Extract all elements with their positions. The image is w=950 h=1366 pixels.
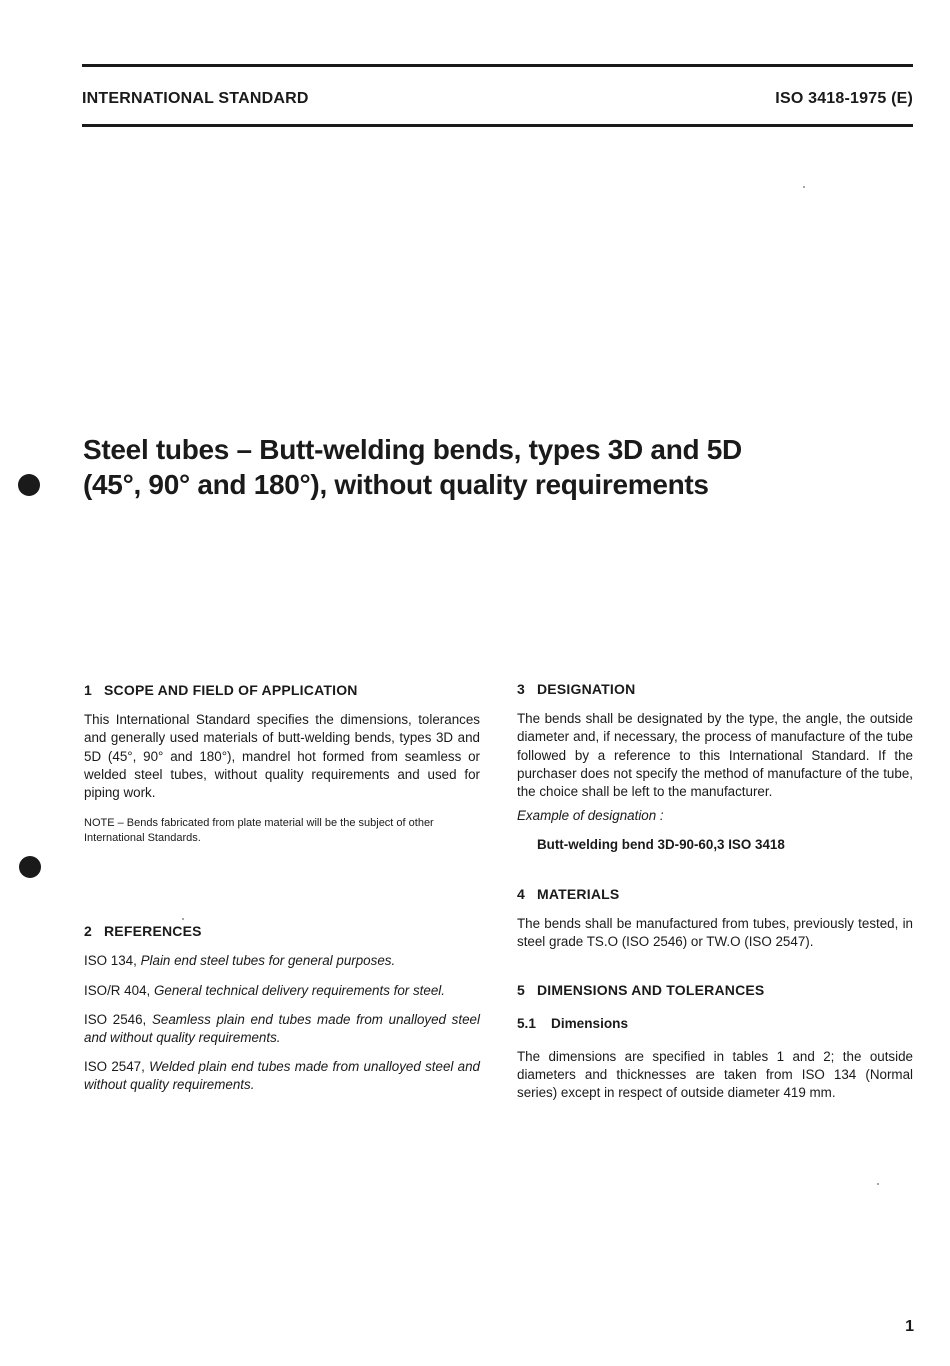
designation-example: Butt-welding bend 3D-90-60,3 ISO 3418 [537, 837, 785, 853]
reference-title: Plain end steel tubes for general purposes. [140, 953, 396, 969]
header-left: INTERNATIONAL STANDARD [82, 90, 309, 107]
designation-example-label [517, 807, 913, 825]
section-number: 2 [84, 923, 92, 940]
section-number: 4 [517, 885, 525, 902]
punch-hole-dot [19, 856, 41, 878]
section-4-body: The bends shall be manufactured from tubes, previously tested, in steel grade TS.O (ISO 2546) or TW.O (ISO 2547). [517, 915, 913, 950]
section-1-note: NOTE – Bends fabricated from plate material will be the subject of other International Standards. [84, 817, 434, 845]
reference-item [84, 1011, 480, 1047]
reference-title: General technical delivery requirements for steel. [153, 982, 445, 998]
section-2-heading [84, 922, 480, 940]
section-number: 3 [517, 681, 525, 697]
section-3-heading [517, 680, 913, 698]
left-column [84, 681, 480, 1095]
punch-hole-dot [18, 474, 40, 496]
reference-title: Seamless plain end tubes made from unalloyed steel and without quality requirements. [84, 1011, 480, 1046]
scan-speck [877, 1183, 879, 1185]
subsection-5-1-heading [517, 1015, 913, 1033]
example-label-text: Example of designation : [517, 808, 664, 824]
reference-item [84, 1058, 480, 1094]
top-rule [82, 64, 913, 67]
subsection-5-1-body: The dimensions are specified in tables 1 and 2; the outside diameters and thicknesses are taken from ISO 134 (Normal series) except in respect of outside diameter 419 mm. [517, 1048, 913, 1101]
subsection-title: Dimensions [551, 1016, 629, 1032]
reference-code: ISO 2546, [84, 1011, 147, 1027]
section-4-heading [517, 885, 913, 903]
section-title: MATERIALS [537, 885, 620, 902]
section-title: SCOPE AND FIELD OF APPLICATION [104, 682, 358, 698]
page-number: 1 [905, 1318, 914, 1335]
reference-code: ISO/R 404, [84, 982, 151, 998]
header-right: ISO 3418-1975 (E) [775, 90, 913, 107]
title-line-2: (45°, 90° and 180°), without quality requirements [83, 469, 709, 500]
section-number: 5 [517, 982, 525, 999]
section-1-heading [84, 681, 480, 699]
section-title: DESIGNATION [537, 681, 636, 697]
reference-item [84, 952, 480, 970]
section-title: DIMENSIONS AND TOLERANCES [537, 982, 765, 999]
reference-code: ISO 2547, [84, 1059, 145, 1075]
header-rule [82, 124, 913, 127]
subsection-number: 5.1 [517, 1016, 536, 1032]
title-line-1: Steel tubes – Butt-welding bends, types 3D and 5D [83, 434, 742, 465]
section-5-heading [517, 981, 913, 999]
section-number: 1 [84, 682, 92, 698]
right-column [517, 680, 913, 1102]
section-1-body: This International Standard specifies the dimensions, tolerances and generally used materials of butt-welding bends, types 3D and 5D (45°, 90° and 180°), mandrel hot formed from seamless or welded steel tubes, without quality requirements and used for piping work. [84, 712, 480, 801]
reference-title: Welded plain end tubes made from unalloyed steel and without quality requirements. [84, 1059, 480, 1093]
reference-code: ISO 134, [84, 953, 137, 969]
scan-speck [182, 918, 184, 920]
reference-item [84, 982, 480, 1000]
section-title: REFERENCES [104, 923, 202, 940]
document-title [83, 432, 843, 502]
scan-speck [803, 186, 805, 188]
section-3-body: The bends shall be designated by the type, the angle, the outside diameter and, if necessary, the process of manufacture of the tube followed by a reference to this International Standard. If the purchaser does not specify the method of manufacture of the tube, the choice shall be left to the manufacturer. [517, 711, 913, 800]
